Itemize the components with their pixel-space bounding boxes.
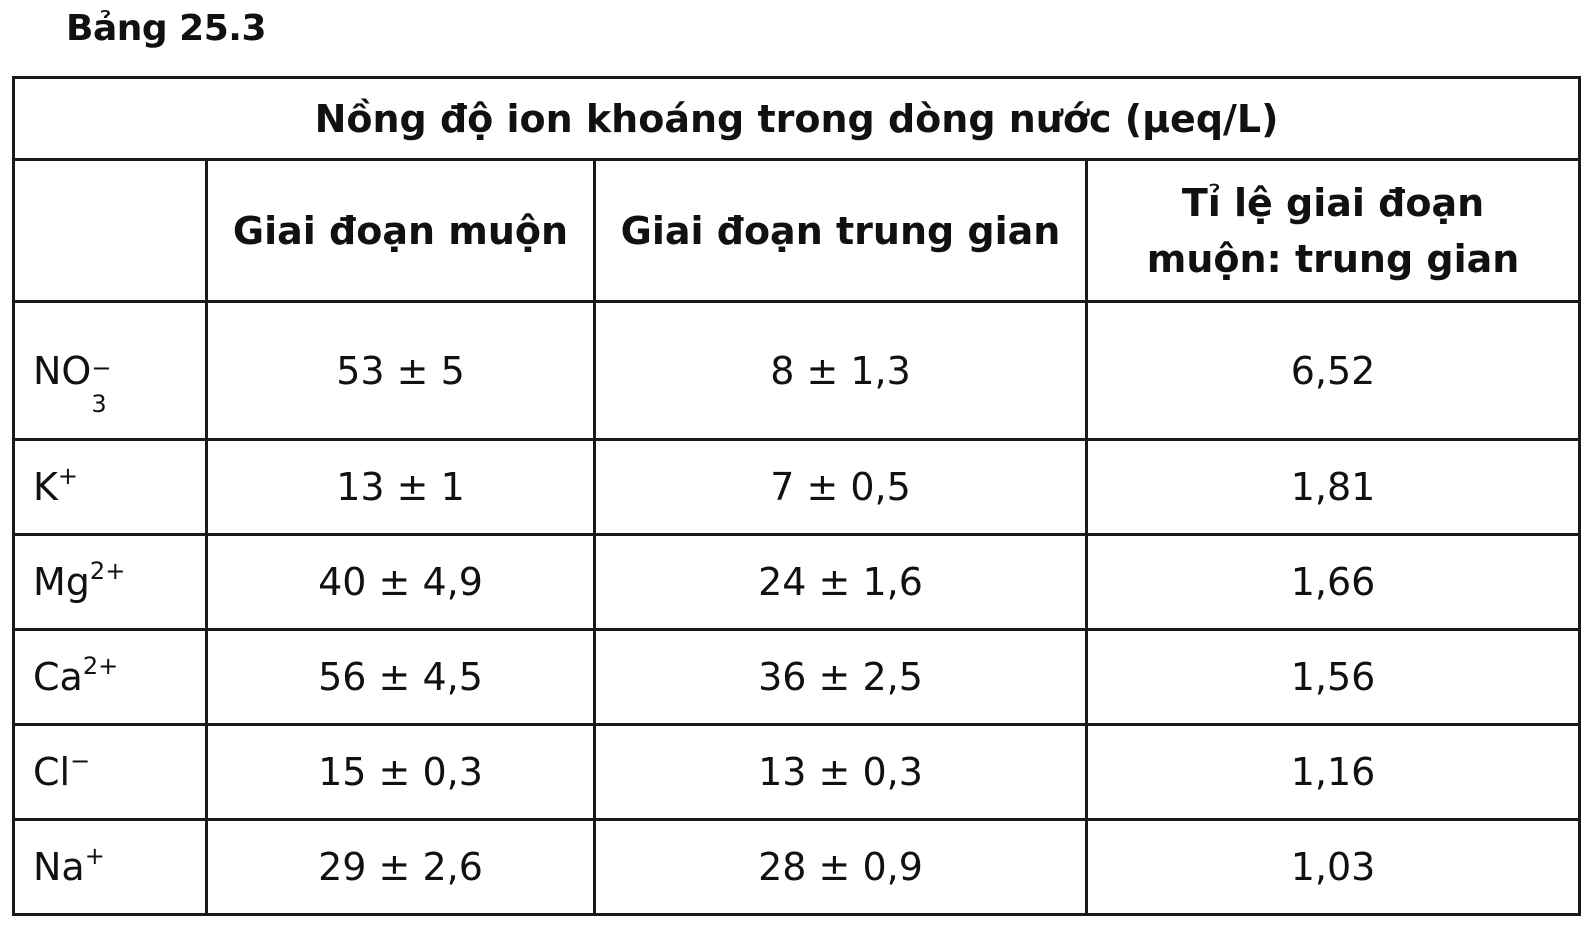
- table-header-row: [14, 160, 1580, 302]
- ion-cell: [14, 630, 207, 725]
- table-caption: Bảng 25.3: [66, 8, 266, 49]
- ion-charge: +: [84, 842, 105, 870]
- late-stage-value: 53 ± 5: [207, 302, 595, 440]
- ion-base: Na: [33, 845, 85, 889]
- ion-charge: 2+: [89, 557, 126, 585]
- late-stage-value: 29 ± 2,6: [207, 820, 595, 915]
- mid-stage-value: 7 ± 0,5: [595, 440, 1087, 535]
- ratio-value: 1,16: [1087, 725, 1580, 820]
- ion-cell: [14, 820, 207, 915]
- late-stage-value: 40 ± 4,9: [207, 535, 595, 630]
- table-row: [14, 820, 1580, 915]
- ion-base: Cl: [33, 750, 71, 794]
- late-stage-value: 56 ± 4,5: [207, 630, 595, 725]
- header-ratio-line1: Tỉ lệ giai đoạn: [1181, 180, 1485, 225]
- table-title: Nồng độ ion khoáng trong dòng nước (µeq/L): [14, 78, 1580, 160]
- ion-charge: 2+: [82, 652, 119, 680]
- mid-stage-value: 36 ± 2,5: [595, 630, 1087, 725]
- mid-stage-value: 24 ± 1,6: [595, 535, 1087, 630]
- header-ratio-line2: muộn: trung gian: [1146, 236, 1520, 281]
- header-ratio: [1087, 160, 1580, 302]
- ion-base: Ca: [33, 655, 83, 699]
- ratio-value: 6,52: [1087, 302, 1580, 440]
- late-stage-value: 15 ± 0,3: [207, 725, 595, 820]
- table-row: [14, 302, 1580, 440]
- ion-cell: [14, 535, 207, 630]
- mid-stage-value: 13 ± 0,3: [595, 725, 1087, 820]
- ratio-value: 1,81: [1087, 440, 1580, 535]
- header-mid-stage: Giai đoạn trung gian: [595, 160, 1087, 302]
- ion-base: K: [33, 465, 58, 509]
- table-row: [14, 725, 1580, 820]
- table-row: [14, 440, 1580, 535]
- table-title-row: [14, 78, 1580, 160]
- ratio-value: 1,03: [1087, 820, 1580, 915]
- late-stage-value: 13 ± 1: [207, 440, 595, 535]
- mid-stage-value: 28 ± 0,9: [595, 820, 1087, 915]
- table-row: [14, 630, 1580, 725]
- ion-cell: [14, 302, 207, 440]
- ion-subscript: 3: [91, 389, 107, 418]
- ion-cell: [14, 440, 207, 535]
- ion-base: Mg: [33, 560, 90, 604]
- ratio-value: 1,56: [1087, 630, 1580, 725]
- ion-cell: [14, 725, 207, 820]
- ion-charge: −: [91, 353, 112, 382]
- header-blank-cell: [14, 160, 207, 302]
- ion-base: NO: [33, 348, 92, 393]
- ion-charge: −: [70, 747, 91, 775]
- mid-stage-value: 8 ± 1,3: [595, 302, 1087, 440]
- ion-concentration-table: [12, 76, 1581, 916]
- table-row: [14, 535, 1580, 630]
- header-late-stage: Giai đoạn muộn: [207, 160, 595, 302]
- ion-charge: +: [57, 462, 79, 490]
- ratio-value: 1,66: [1087, 535, 1580, 630]
